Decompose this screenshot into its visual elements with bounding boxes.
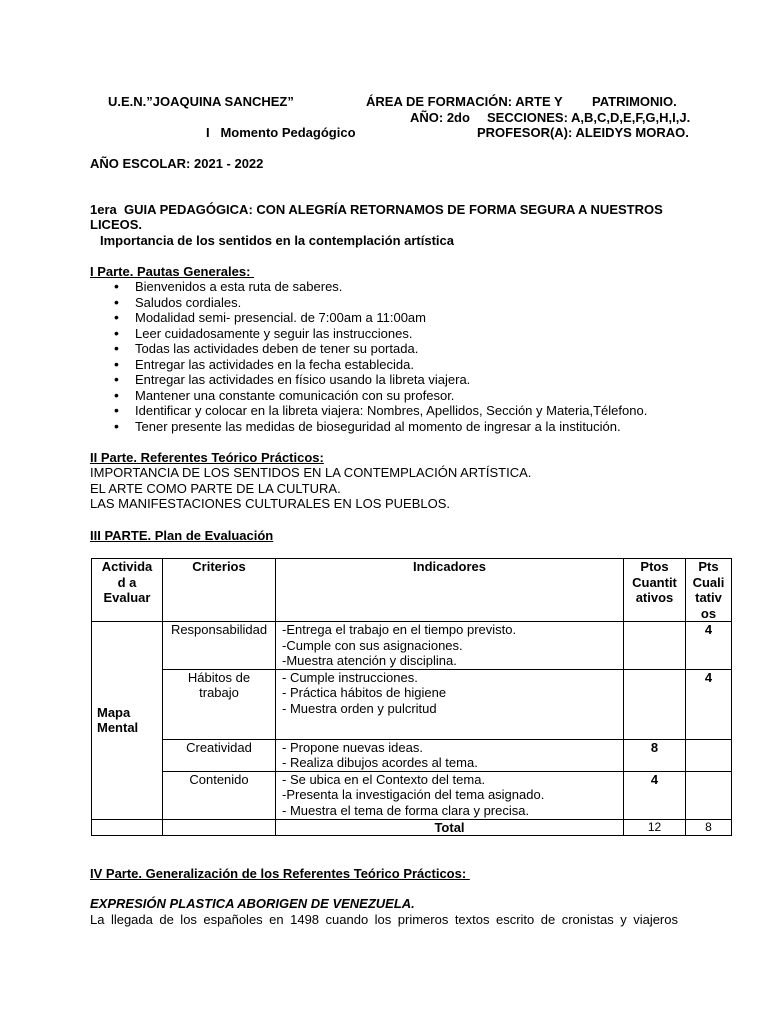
table-row [92, 622, 732, 670]
quant-points-cell [624, 622, 686, 670]
table-header-row [92, 559, 732, 622]
qual-points-cell: 4 [686, 669, 732, 739]
header-quantitative-points: Ptos Cuantit ativos [624, 559, 686, 622]
total-quant: 12 [624, 819, 686, 836]
criterion-cell: Responsabilidad [163, 622, 276, 670]
list-item: • Entregar las actividades en la fecha establecida. [90, 357, 647, 373]
school-year: AÑO ESCOLAR: 2021 - 2022 [90, 156, 264, 171]
activity-cell: Mapa Mental [92, 622, 163, 820]
list-item: • Tener presente las medidas de bioseguridad al momento de ingresar a la institución. [90, 419, 647, 435]
empty-cell [163, 819, 276, 836]
area-label: ÁREA DE FORMACIÓN: ARTE Y [366, 94, 563, 109]
qual-points-cell [686, 771, 732, 819]
part1-heading: I Parte. Pautas Generales: [90, 264, 255, 279]
list-item: • Todas las actividades deben de tener su portada. [90, 341, 647, 357]
indicators-cell: - Se ubica en el Contexto del tema. -Presenta la investigación del tema asignado. - Muestra el tema de forma clara y precisa. [276, 771, 624, 819]
list-item: • Entregar las actividades en físico usando la libreta viajera. [90, 372, 647, 388]
quant-points-cell: 4 [624, 771, 686, 819]
indicators-cell: - Cumple instrucciones. - Práctica hábitos de higiene - Muestra orden y pulcritud [276, 669, 624, 739]
table-total-row [92, 819, 732, 836]
header-criteria: Criterios [163, 559, 276, 622]
header-qualitative-points: Pts Cuali tativ os [686, 559, 732, 622]
quant-points-cell: 8 [624, 739, 686, 771]
pedagogical-moment: I Momento Pedagógico [206, 125, 356, 140]
list-item: • Identificar y colocar en la libreta viajera: Nombres, Apellidos, Sección y Materia,Télefono. [90, 403, 647, 419]
part2-line: LAS MANIFESTACIONES CULTURALES EN LOS PUEBLOS. [90, 496, 451, 511]
school-name: U.E.N.”JOAQUINA SANCHEZ” [108, 94, 294, 109]
empty-cell [92, 819, 163, 836]
year-grade: AÑO: 2do [410, 110, 470, 125]
part4-paragraph: La llegada de los españoles en 1498 cuando los primeros textos escrito de cronistas y viajeros [90, 912, 678, 927]
criterion-cell: Contenido [163, 771, 276, 819]
part1-list [90, 279, 647, 434]
table-row [92, 669, 732, 739]
list-item: • Bienvenidos a esta ruta de saberes. [90, 279, 647, 295]
list-item: • Leer cuidadosamente y seguir las instrucciones. [90, 326, 647, 342]
table-row [92, 771, 732, 819]
list-item: • Modalidad semi- presencial. de 7:00am a 11:00am [90, 310, 647, 326]
qual-points-cell [686, 739, 732, 771]
quant-points-cell [624, 669, 686, 739]
criterion-cell: Creatividad [163, 739, 276, 771]
total-label: Total [276, 819, 624, 836]
part2-line: EL ARTE COMO PARTE DE LA CULTURA. [90, 481, 341, 496]
area-label-end: PATRIMONIO. [592, 94, 677, 109]
list-item: • Mantener una constante comunicación con su profesor. [90, 388, 647, 404]
table-row [92, 739, 732, 771]
part2-line: IMPORTANCIA DE LOS SENTIDOS EN LA CONTEMPLACIÓN ARTÍSTICA. [90, 465, 532, 480]
evaluation-table [91, 558, 732, 836]
part4-heading: IV Parte. Generalización de los Referentes Teórico Prácticos: [90, 866, 470, 881]
sections: SECCIONES: A,B,C,D,E,F,G,H,I,J. [487, 110, 691, 125]
header-activity: Activida d a Evaluar [92, 559, 163, 622]
total-qual: 8 [686, 819, 732, 836]
indicators-cell: - Propone nuevas ideas. - Realiza dibujos acordes al tema. [276, 739, 624, 771]
list-item: • Saludos cordiales. [90, 295, 647, 311]
teacher: PROFESOR(A): ALEIDYS MORAO. [477, 125, 689, 140]
header-indicators: Indicadores [276, 559, 624, 622]
qual-points-cell: 4 [686, 622, 732, 670]
guide-title-line1: 1era GUIA PEDAGÓGICA: CON ALEGRÍA RETORNAMOS DE FORMA SEGURA A NUESTROS [90, 202, 663, 217]
part3-heading: III PARTE. Plan de Evaluación [90, 528, 274, 543]
part4-subheading: EXPRESIÓN PLASTICA ABORIGEN DE VENEZUELA. [90, 896, 415, 911]
criterion-cell: Hábitos de trabajo [163, 669, 276, 739]
indicators-cell: -Entrega el trabajo en el tiempo previsto. -Cumple con sus asignaciones. -Muestra atención y disciplina. [276, 622, 624, 670]
guide-title-line2: LICEOS. [90, 217, 143, 232]
part2-heading: II Parte. Referentes Teórico Prácticos: [90, 450, 324, 465]
guide-subtitle: Importancia de los sentidos en la contemplación artística [100, 233, 454, 248]
